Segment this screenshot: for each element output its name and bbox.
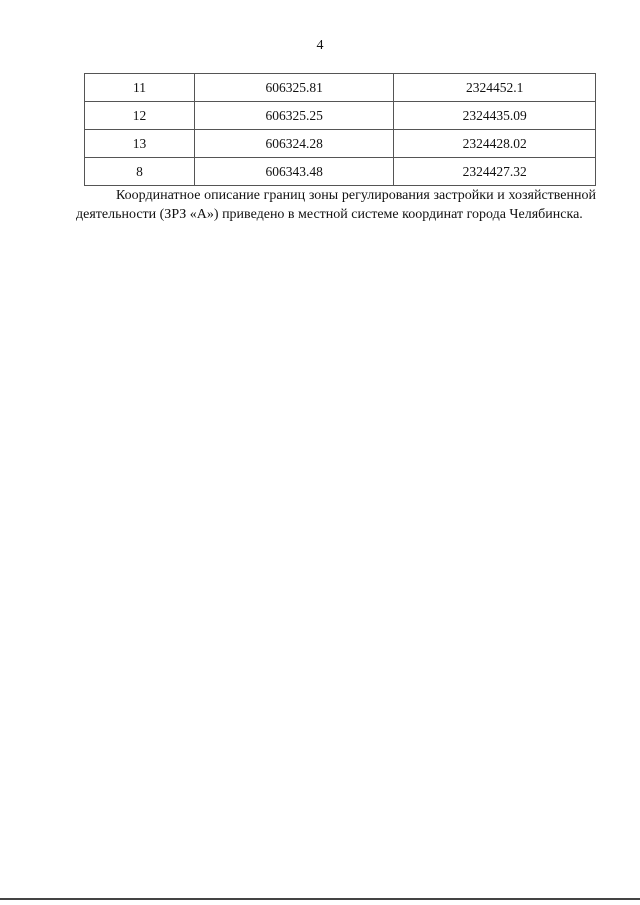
- x-coordinate-cell: 606324.28: [194, 130, 393, 158]
- coordinate-system-note: Координатное описание границ зоны регулирования застройки и хозяйственной деятельности (ЗРЗ «А») приведено в местной системе координат города Челябинска.: [76, 188, 596, 222]
- y-coordinate-cell: 2324428.02: [394, 130, 596, 158]
- x-coordinate-cell: 606325.25: [194, 102, 393, 130]
- x-coordinate-cell: 606325.81: [194, 74, 393, 102]
- y-coordinate-cell: 2324427.32: [394, 158, 596, 186]
- x-coordinate-cell: 606343.48: [194, 158, 393, 186]
- point-number-cell: 12: [85, 102, 195, 130]
- point-number-cell: 8: [85, 158, 195, 186]
- point-number-cell: 11: [85, 74, 195, 102]
- table-row: [85, 74, 596, 102]
- coordinates-table: [84, 73, 596, 186]
- table-row: [85, 102, 596, 130]
- table-row: [85, 158, 596, 186]
- page-number: 4: [316, 38, 324, 53]
- table-row: [85, 130, 596, 158]
- point-number-cell: 13: [85, 130, 195, 158]
- page-bottom-edge: [0, 898, 640, 900]
- y-coordinate-cell: 2324452.1: [394, 74, 596, 102]
- y-coordinate-cell: 2324435.09: [394, 102, 596, 130]
